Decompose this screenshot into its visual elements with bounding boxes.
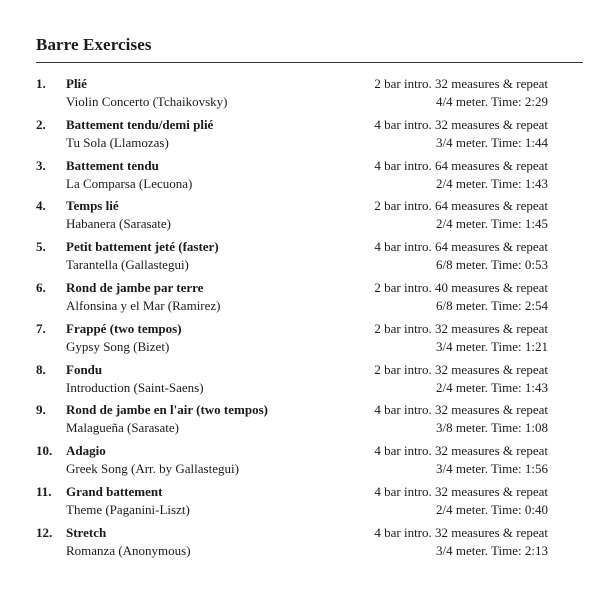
exercise-name: Battement tendu: [66, 157, 159, 173]
track-item: [0, 320, 600, 361]
meter-time: 2/4 meter. Time: 1:43: [436, 379, 548, 395]
exercise-name: Battement tendu/demi plié: [66, 116, 214, 132]
exercise-name: Plié: [66, 76, 87, 91]
meter-time: 2/4 meter. Time: 1:45: [436, 216, 548, 232]
music-title: Gypsy Song (Bizet): [66, 338, 170, 354]
meter-time: 2/4 meter. Time: 0:40: [436, 501, 548, 517]
track-number: 9.: [36, 402, 46, 418]
track-item: [0, 116, 600, 157]
track-item: [0, 279, 600, 320]
music-title: Alfonsina y el Mar (Ramirez): [66, 297, 221, 313]
intro-measures: 2 bar intro. 32 measures & repeat: [374, 361, 548, 377]
music-title: Introduction (Saint-Saens): [66, 379, 204, 395]
intro-measures: 4 bar intro. 32 measures & repeat: [374, 402, 548, 418]
meter-time: 2/4 meter. Time: 1:43: [436, 175, 548, 191]
exercise-name: Petit battement jeté (faster): [66, 239, 219, 255]
track-number: 11.: [36, 483, 52, 499]
track-item: [0, 361, 600, 402]
track-item: [0, 238, 600, 279]
exercise-name: Stretch: [66, 524, 107, 540]
track-item: [0, 483, 600, 524]
music-title: Theme (Paganini-Liszt): [66, 501, 190, 517]
exercise-name: Rond de jambe par terre: [66, 279, 204, 295]
track-number: 6.: [36, 279, 46, 295]
track-number: 4.: [36, 198, 46, 214]
meter-time: 6/8 meter. Time: 2:54: [436, 297, 548, 313]
track-number: 10.: [36, 443, 53, 459]
track-item: [0, 157, 600, 198]
exercise-name: Adagio: [66, 443, 106, 459]
meter-time: 6/8 meter. Time: 0:53: [436, 257, 548, 273]
intro-measures: 4 bar intro. 32 measures & repeat: [374, 443, 548, 459]
track-number: 3.: [36, 157, 46, 173]
exercise-name: Temps lié: [66, 198, 119, 214]
music-title: Tu Sola (Llamozas): [66, 134, 169, 150]
meter-time: 3/4 meter. Time: 1:21: [436, 338, 548, 354]
track-number: 12.: [36, 524, 53, 540]
title-divider: [36, 62, 583, 63]
intro-measures: 4 bar intro. 64 measures & repeat: [374, 239, 548, 255]
track-number: 7.: [36, 320, 46, 336]
music-title: Romanza (Anonymous): [66, 542, 191, 558]
track-item: [0, 442, 600, 483]
track-number: 2.: [36, 116, 46, 132]
intro-measures: 2 bar intro. 40 measures & repeat: [374, 279, 548, 295]
meter-time: 3/4 meter. Time: 1:44: [436, 134, 548, 150]
intro-measures: 2 bar intro. 32 measures & repeat: [374, 76, 548, 91]
track-item: [0, 75, 600, 116]
music-title: La Comparsa (Lecuona): [66, 175, 193, 191]
intro-measures: 2 bar intro. 32 measures & repeat: [374, 320, 548, 336]
exercise-name: Rond de jambe en l'air (two tempos): [66, 402, 268, 418]
intro-measures: 4 bar intro. 64 measures & repeat: [374, 157, 548, 173]
track-list: [0, 75, 600, 565]
music-title: Violin Concerto (Tchaikovsky): [66, 94, 228, 109]
music-title: Habanera (Sarasate): [66, 216, 172, 232]
intro-measures: 2 bar intro. 64 measures & repeat: [374, 198, 548, 214]
meter-time: 3/4 meter. Time: 2:13: [436, 542, 548, 558]
track-number: 8.: [36, 361, 46, 377]
intro-measures: 4 bar intro. 32 measures & repeat: [374, 524, 548, 540]
intro-measures: 4 bar intro. 32 measures & repeat: [374, 483, 548, 499]
meter-time: 3/4 meter. Time: 1:56: [436, 461, 548, 477]
track-number: 1.: [36, 76, 46, 91]
intro-measures: 4 bar intro. 32 measures & repeat: [374, 116, 548, 132]
track-number: 5.: [36, 239, 46, 255]
track-item: [0, 197, 600, 238]
meter-time: 3/8 meter. Time: 1:08: [436, 420, 548, 436]
music-title: Greek Song (Arr. by Gallastegui): [66, 461, 239, 477]
track-item: [0, 524, 600, 565]
track-item: [0, 401, 600, 442]
music-title: Malagueña (Sarasate): [66, 420, 179, 436]
music-title: Tarantella (Gallastegui): [66, 257, 189, 273]
exercise-name: Fondu: [66, 361, 103, 377]
exercise-name: Frappé (two tempos): [66, 320, 182, 336]
page-title: Barre Exercises: [36, 35, 152, 54]
meter-time: 4/4 meter. Time: 2:29: [436, 94, 548, 109]
exercise-name: Grand battement: [66, 483, 163, 499]
